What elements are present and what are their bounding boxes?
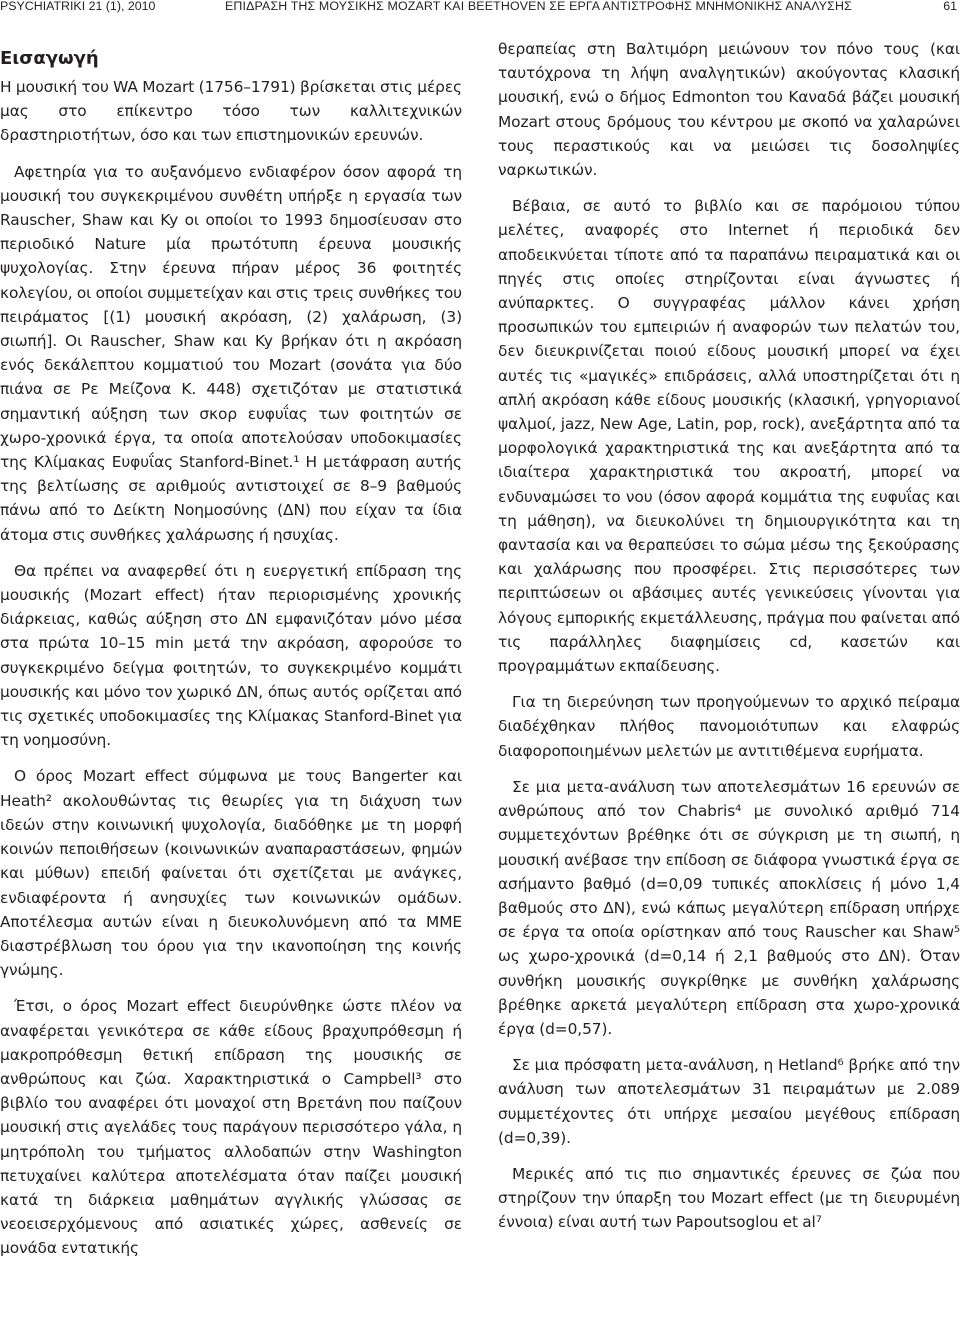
page-number: 61 <box>943 0 957 13</box>
article-running-title: ΕΠΙΔΡΑΣΗ ΤΗΣ ΜΟΥΣΙΚΗΣ MOZART ΚΑΙ BEETHOVEN ΣΕ ΕΡΓΑ ΑΝΤΙΣΤΡΟΦΗΣ ΜΝΗΜΟΝΙΚΗΣ ΑΝΑΛΥΣΗΣ <box>225 0 852 13</box>
paragraph: Έτσι, ο όρος Mozart effect διευρύνθηκε ώστε πλέον να αναφέρεται γενικότερα σε κάθε είδους βραχυπρόθεσμη ή μακροπρόθεσμη θετική επίδραση της μουσικής σε ανθρώπους και ζώα. Χαρακτηριστικά ο Campbell³ στο βιβλίο του αναφέρει ότι μοναχοί στη Βρετάνη που παίζουν μουσική στις αγελάδες τους παράγουν περισσότερο γάλα, η μητρόπολη του τμήματος αλλοδαπών στην Washington πετυχαίνει καλύτερα αποτελέσματα όταν παίζει μουσική κατά τη διάρκεια μαθημάτων αγγλικής γλώσσας σε νεοεισερχόμενους από ασιατικές χώρες, ασθενείς σε μονάδα εντατικής <box>0 997 462 1258</box>
journal-citation: PSYCHIATRIKI 21 (1), 2010 <box>0 0 156 13</box>
left-column <box>0 47 462 1261</box>
paragraph: θεραπείας στη Βαλτιμόρη μειώνουν τον πόνο τους (και ταυτόχρονα τη λήψη αναλγητικών) ακούγοντας κλασική μουσική, ενώ ο δήμος Edmonton του Καναδά βάζει μουσική Mozart στους δρόμους του κέντρου με σκοπό να χαλαρώνει τους περαστικούς και να μειώσει τις δοσοληψίες ναρκωτικών. <box>498 40 960 180</box>
paragraph: Σε μια μετα-ανάλυση των αποτελεσμάτων 16 ερευνών σε ανθρώπους από τον Chabris⁴ με συνολικό αριθμό 714 συμμετεχόντων βρέθηκε ότι σε σύγκριση με τη σιωπή, η μουσική ανέβασε την επίδοση σε διάφορα γνωστικά έργα σε ασήμαντο βαθμό (d=0,09 τυπικές αποκλίσεις ή μόνο 1,4 βαθμούς στο ΔΝ), ενώ κάπως μεγαλύτερη επίδραση υπήρχε σε έργα τα οποία ορίστηκαν από τους Rauscher και Shaw⁵ ως χωρο-χρονικά (d=0,14 ή 2,1 βαθμούς στο ΔΝ). Όταν συνθήκη μουσικής συγκρίθηκε με συνθήκη χαλάρωσης βρέθηκε αρκετά μεγαλύτερη επίδραση στα χωρο-χρονικά έργα (d=0,57). <box>498 777 960 1038</box>
paragraph: Ο όρος Mozart effect σύμφωνα με τους Bangerter και Heath² ακολουθώντας τις θεωρίες για τη διάχυση των ιδεών στην κοινωνική ψυχολογία, διαδόθηκε με τη μορφή κοινών πεποιθήσεων (κοινωνικών αναπαραστάσεων, φημών και μύθων) επειδή φαίνεται ότι σχετίζεται με ανάγκες, ενδιαφέροντα ή ανησυχίες των κοινωνικών ομάδων. Αποτέλεσμα αυτών είναι η διευκολυνόμενη από τα ΜΜΕ διαστρέβλωση του όρου για την ικανοποίηση της κοινής γνώμης. <box>0 767 462 980</box>
running-head <box>0 0 960 14</box>
paragraph: Η μουσική του WA Mozart (1756–1791) βρίσκεται στις μέρες μας στο επίκεντρο τόσο των καλλιτεχνικών δραστηριοτήτων, όσο και των επιστημονικών ερευνών. <box>0 78 462 145</box>
section-heading-introduction: Εισαγωγή <box>0 48 99 69</box>
right-column <box>498 37 960 1235</box>
paragraph: Βέβαια, σε αυτό το βιβλίο και σε παρόμοιου τύπου μελέτες, αναφορές στο Internet ή περιοδικά δεν αποδεικνύεται τίποτε από τα παραπάνω πειραματικά και οι πηγές στις οποίες στηρίζονται είναι άγνωστες ή ανύπαρκτες. Ο συγγραφέας μάλλον κάνει χρήση προσωπικών του εμπειριών ή αναφορών των πελατών του, δεν διευκρινίζεται ποιού είδους μουσική μπορεί να έχει αυτές τις «μαγικές» επιδράσεις, αλλά υποστηρίζεται ότι η απλή ακρόαση κάθε είδους μουσικής (κλασική, γρηγοριανοί ψαλμοί, jazz, New Age, Latin, pop, rock), ανεξάρτητα από τα μορφολογικά χαρακτηριστικά της και ανεξάρτητα από τα ιδιαίτερα χαρακτηριστικά του ακροατή, μπορεί να ενδυναμώσει το νου (όσον αφορά κομμάτια της ευφυΐας και τη μάθηση), να διευκολύνει τη δημιουργικότητα και τη φαντασία και να θεραπεύσει το σώμα μέσω της ξεκούρασης και χαλάρωσης που προσφέρει. Στις περισσότερες των περιπτώσεων οι αβάσιμες αυτές γενικεύσεις γίνονται για λόγους εμπορικής εκμετάλλευσης, πράγμα που φαίνεται από τις παράλληλες διαφημίσεις cd, κασετών και προγραμμάτων εκπαίδευσης. <box>498 197 960 676</box>
paragraph: Για τη διερεύνηση των προηγούμενων το αρχικό πείραμα διαδέχθηκαν πλήθος πανομοιότυπων και ελαφρώς διαφοροποιημένων μελετών με αντιτιθέμενα ευρήματα. <box>498 693 960 760</box>
paragraph: Μερικές από τις πιο σημαντικές έρευνες σε ζώα που στηρίζουν την ύπαρξη του Mozart effect (με τη διευρυμένη έννοια) είναι αυτή των Papoutsoglou et al⁷ <box>498 1164 960 1232</box>
paragraph: Αφετηρία για το αυξανόμενο ενδιαφέρον όσον αφορά τη μουσική του συγκεκριμένου συνθέτη υπήρξε η εργασία των Rauscher, Shaw και Ky οι οποίοι το 1993 δημοσίευσαν στο περιοδικό Nature μία πρωτότυπη έρευνα μουσικής ψυχολογίας. Στην έρευνα πήραν μέρος 36 φοιτητές κολεγίου, οι οποίοι συμμετείχαν και στις τρεις συνθήκες του πειράματος [(1) μουσική ακρόαση, (2) χαλάρωση, (3) σιωπή]. Οι Rauscher, Shaw και Ky βρήκαν ότι η ακρόαση ενός δεκάλεπτου κομματιού του Mozart (σονάτα για δύο πιάνα σε Ρε Μείζονα Κ. 448) σχετιζόταν με στατιστικά σημαντική αύξηση των σκορ ευφυΐας των φοιτητών σε χωρο-χρονικά έργα, τα οποία αποτελούσαν υποδοκιμασίες της Κλίμακας Ευφυΐας Stanford-Binet.¹ Η μετάφραση αυτής της βελτίωσης σε αριθμούς αντιστοιχεί σε 8–9 βαθμούς πάνω από το Δείκτη Νοημοσύνης (ΔΝ) που είχαν τα ίδια άτομα στις συνθήκες χαλάρωσης ή ησυχίας. <box>0 162 462 544</box>
paragraph: Σε μια πρόσφατη μετα-ανάλυση, η Hetland⁶ βρήκε από την ανάλυση των αποτελεσμάτων 31 πειραμάτων με 2.089 συμμετέχοντες ότι υπήρχε μεσαίου μεγέθους επίδραση (d=0,39). <box>498 1056 960 1147</box>
paragraph: Θα πρέπει να αναφερθεί ότι η ευεργετική επίδραση της μουσικής (Mozart effect) ήταν περιορισμένης χρονικής διάρκειας, καθώς αύξηση στο ΔΝ εμφανιζόταν μόνο μέσα στα πρώτα 10–15 min μετά την ακρόαση, αφορούσε το συγκεκριμένο δείγμα φοιτητών, το συγκεκριμένο κομμάτι μουσικής και μόνο τον χωρικό ΔΝ, όπως αυτός ορίζεται από τις σχετικές υποδοκιμασίες της Κλίμακας Stanford-Binet για τη νοημοσύνη. <box>0 561 462 750</box>
